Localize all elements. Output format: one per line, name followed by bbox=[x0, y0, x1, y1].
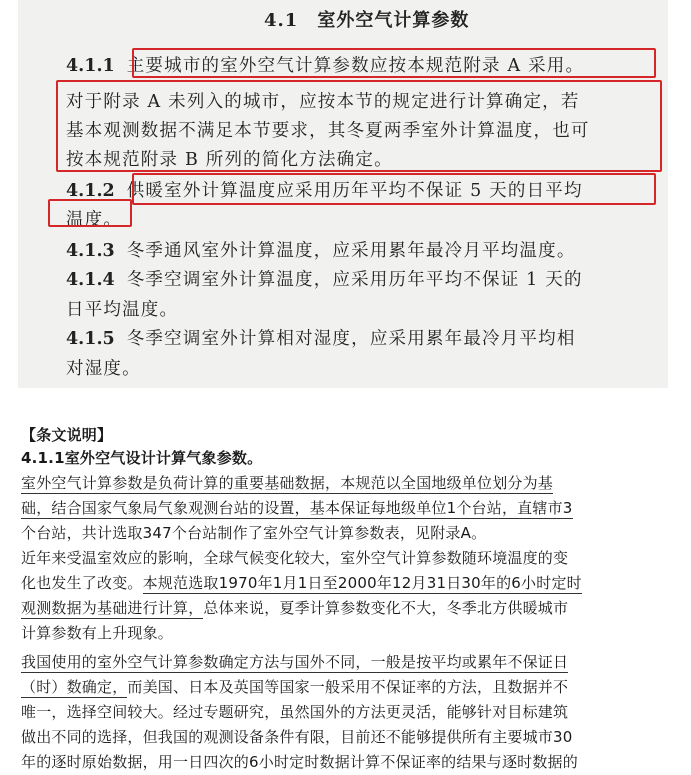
clause-number: 4.1.1 bbox=[66, 56, 115, 76]
highlight-box-4-1-1-first-line bbox=[132, 48, 656, 78]
explanation-line: （时）数确定，而美国、日本及英国等国家一般采用不保证率的方法，且数据并不 bbox=[21, 678, 569, 696]
explanation-subheading: 4.1.1室外空气设计计算气象参数。 bbox=[21, 449, 263, 467]
explanation-line: 计算参数有上升现象。 bbox=[21, 624, 174, 642]
highlight-box-4-1-2-first-line bbox=[132, 173, 656, 205]
clause-4-1-4-line-2: 日平均温度。 bbox=[66, 300, 179, 320]
section-title: 4.1 室外空气计算参数 bbox=[264, 10, 470, 31]
explanation-line: 个台站，共计选取347个台站制作了室外空气计算参数表，见附录A。 bbox=[21, 524, 487, 542]
clause-4-1-2-line-2: 温度。 bbox=[66, 210, 123, 230]
explanation-line: 化也发生了改变。本规范选取1970年1月1日至2000年12月31日30年的6小时定时 bbox=[21, 574, 582, 592]
clause-number: 4.1.5 bbox=[66, 329, 115, 349]
clause-4-1-3-line-1: 4.1.3 冬季通风室外计算温度，应采用累年最冷月平均温度。 bbox=[66, 241, 576, 261]
explanation-line: 年的逐时原始数据，用一日四次的6小时定时数据计算不保证率的结果与逐时数据的 bbox=[21, 753, 578, 771]
highlight-box-4-1-1-rest bbox=[56, 80, 662, 172]
clause-4-1-1-line-1: 4.1.1 主要城市的室外空气计算参数应按本规范附录 A 采用。 bbox=[66, 56, 585, 76]
explanation-line: 我国使用的室外空气计算参数确定方法与国外不同，一般是按平均或累年不保证日 bbox=[21, 653, 569, 671]
clause-number: 4.1.4 bbox=[66, 270, 115, 290]
clause-4-1-1-line-3: 基本观测数据不满足本节要求，其冬夏两季室外计算温度，也可 bbox=[66, 121, 590, 141]
explanation-heading: 【条文说明】 bbox=[21, 426, 113, 444]
clause-4-1-1-line-2: 对于附录 A 未列入的城市，应按本节的规定进行计算确定，若 bbox=[66, 92, 580, 112]
explanation-line: 做出不同的选择，但我国的观测设备条件有限，目前还不能够提供所有主要城市30 bbox=[21, 728, 573, 746]
clause-4-1-4-line-1: 4.1.4 冬季空调室外计算温度，应采用历年平均不保证 1 天的 bbox=[66, 270, 583, 290]
clause-4-1-5-line-1: 4.1.5 冬季空调室外计算相对湿度，应采用累年最冷月平均相 bbox=[66, 329, 576, 349]
explanation-line: 唯一，选择空间较大。经过专题研究，虽然国外的方法更灵活，能够针对目标建筑 bbox=[21, 703, 569, 721]
explanation-line: 础，结合国家气象局气象观测台站的设置，基本保证每地级单位1个台站，直辖市3 bbox=[21, 499, 573, 517]
code-excerpt-image bbox=[18, 0, 668, 388]
clause-number: 4.1.3 bbox=[66, 241, 115, 261]
clause-4-1-2-line-1: 4.1.2 供暖室外计算温度应采用历年平均不保证 5 天的日平均 bbox=[66, 181, 583, 201]
explanation-line: 室外空气计算参数是负荷计算的重要基础数据，本规范以全国地级单位划分为基 bbox=[21, 474, 554, 492]
highlight-box-4-1-2-second-line bbox=[48, 199, 132, 227]
explanation-line: 观测数据为基础进行计算，总体来说，夏季计算参数变化不大，冬季北方供暖城市 bbox=[21, 599, 569, 617]
clause-number: 4.1.2 bbox=[66, 181, 115, 201]
clause-4-1-1-line-4: 按本规范附录 B 所列的简化方法确定。 bbox=[66, 150, 393, 170]
explanation-line: 近年来受温室效应的影响，全球气候变化较大，室外空气计算参数随环境温度的变 bbox=[21, 549, 569, 567]
clause-4-1-5-line-2: 对湿度。 bbox=[66, 359, 141, 379]
